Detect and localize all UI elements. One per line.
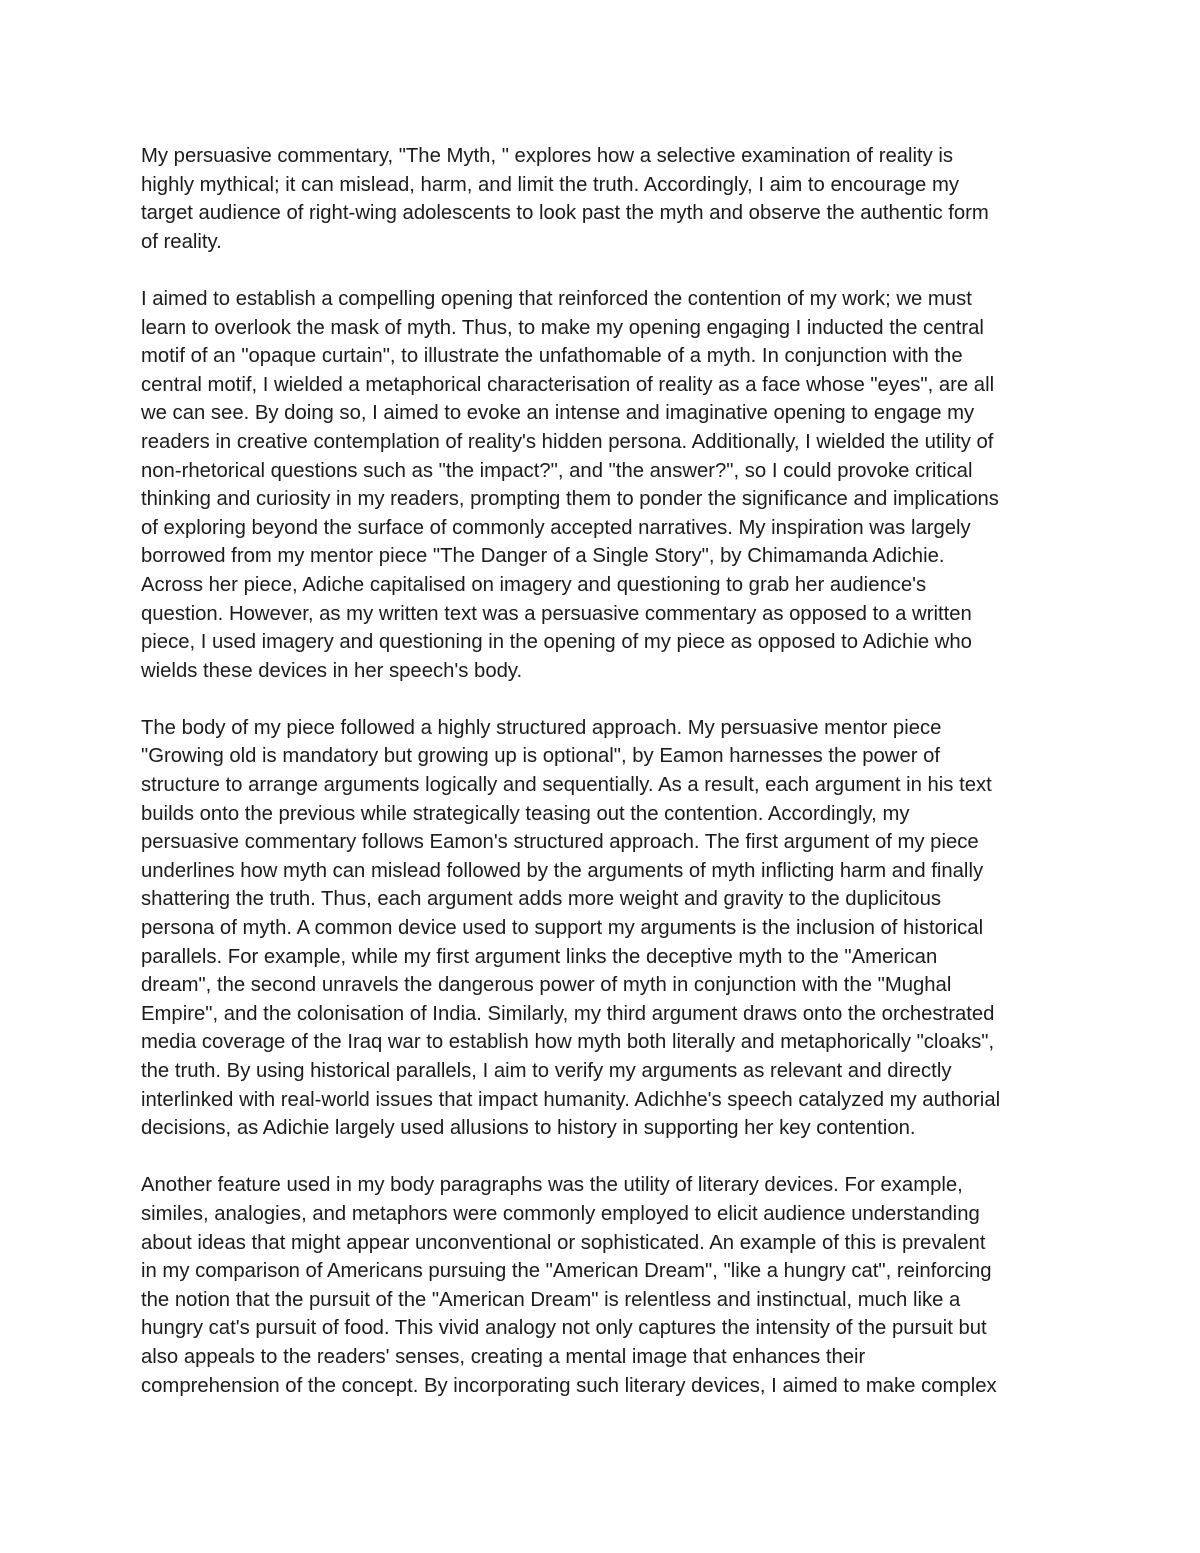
text-line: motif of an "opaque curtain", to illustrate the unfathomable of a myth. In conjunction with the [141,345,963,368]
text-line: target audience of right-wing adolescents to look past the myth and observe the authentic form [141,202,989,225]
text-line: media coverage of the Iraq war to establish how myth both literally and metaphorically "cloaks", [141,1031,995,1054]
paragraph-1 [141,142,1066,256]
text-line: highly mythical; it can mislead, harm, and limit the truth. Accordingly, I aim to encourage my [141,173,959,196]
text-line: we can see. By doing so, I aimed to evoke an intense and imaginative opening to engage my [141,402,975,425]
text-line: similes, analogies, and metaphors were commonly employed to elicit audience understanding [141,1202,980,1225]
text-line: central motif, I wielded a metaphorical characterisation of reality as a face whose "eyes", are all [141,373,995,396]
text-line: "Growing old is mandatory but growing up is optional", by Eamon harnesses the power of [141,745,941,768]
text-line: about ideas that might appear unconventional or sophisticated. An example of this is prevalent [141,1231,986,1254]
text-line: builds onto the previous while strategically teasing out the contention. Accordingly, my [141,802,910,825]
text-line: structure to arrange arguments logically and sequentially. As a result, each argument in his text [141,774,992,797]
text-line: underlines how myth can mislead followed by the arguments of myth inflicting harm and finally [141,859,984,882]
text-line: decisions, as Adichie largely used allusions to history in supporting her key contention. [141,1117,916,1140]
text-line: of reality. [141,230,222,253]
text-line: thinking and curiosity in my readers, prompting them to ponder the significance and implications [141,488,999,511]
paragraph-3 [141,714,1066,1143]
text-line: persona of myth. A common device used to support my arguments is the inclusion of historical [141,917,984,940]
paragraph-2 [141,285,1066,685]
text-line: comprehension of the concept. By incorporating such literary devices, I aimed to make complex [141,1374,997,1397]
text-line: of exploring beyond the surface of commonly accepted narratives. My inspiration was largely [141,516,971,539]
text-line: the notion that the pursuit of the "American Dream" is relentless and instinctual, much like a [141,1288,961,1311]
text-line: interlinked with real-world issues that impact humanity. Adichhe's speech catalyzed my authorial [141,1088,1001,1111]
text-line: learn to overlook the mask of myth. Thus, to make my opening engaging I inducted the central [141,316,984,339]
text-line: hungry cat's pursuit of food. This vivid analogy not only captures the intensity of the pursuit but [141,1317,987,1340]
text-line: persuasive commentary follows Eamon's structured approach. The first argument of my piece [141,831,979,854]
text-line: readers in creative contemplation of reality's hidden persona. Additionally, I wielded the utility of [141,430,994,453]
text-line: Another feature used in my body paragraphs was the utility of literary devices. For example, [141,1174,963,1197]
text-line: borrowed from my mentor piece "The Danger of a Single Story", by Chimamanda Adichie. [141,545,945,568]
text-line: My persuasive commentary, "The Myth, " explores how a selective examination of reality is [141,145,954,167]
text-line: wields these devices in her speech's body. [141,659,523,682]
text-line: the truth. By using historical parallels, I aim to verify my arguments as relevant and directly [141,1060,952,1082]
text-line: Across her piece, Adiche capitalised on imagery and questioning to grab her audience's [141,573,927,596]
text-line: in my comparison of Americans pursuing the "American Dream", "like a hungry cat", reinforcing [141,1260,992,1283]
text-line: The body of my piece followed a highly structured approach. My persuasive mentor piece [141,716,942,739]
text-line: I aimed to establish a compelling opening that reinforced the contention of my work; we must [141,287,972,310]
text-line: piece, I used imagery and questioning in the opening of my piece as opposed to Adichie who [141,631,972,654]
text-line: question. However, as my written text was a persuasive commentary as opposed to a written [141,602,972,625]
text-line: shattering the truth. Thus, each argument adds more weight and gravity to the duplicitous [141,888,942,911]
text-line: parallels. For example, while my first argument links the deceptive myth to the "American [141,945,938,968]
text-line: dream", the second unravels the dangerous power of myth in conjunction with the "Mughal [141,974,952,997]
text-line: Empire", and the colonisation of India. Similarly, my third argument draws onto the orchestrated [141,1002,995,1025]
text-line: non-rhetorical questions such as "the impact?", and "the answer?", so I could provoke critical [141,459,973,482]
document-body [141,142,1066,1429]
paragraph-4 [141,1171,1066,1400]
text-line: also appeals to the readers' senses, creating a mental image that enhances their [141,1345,866,1368]
